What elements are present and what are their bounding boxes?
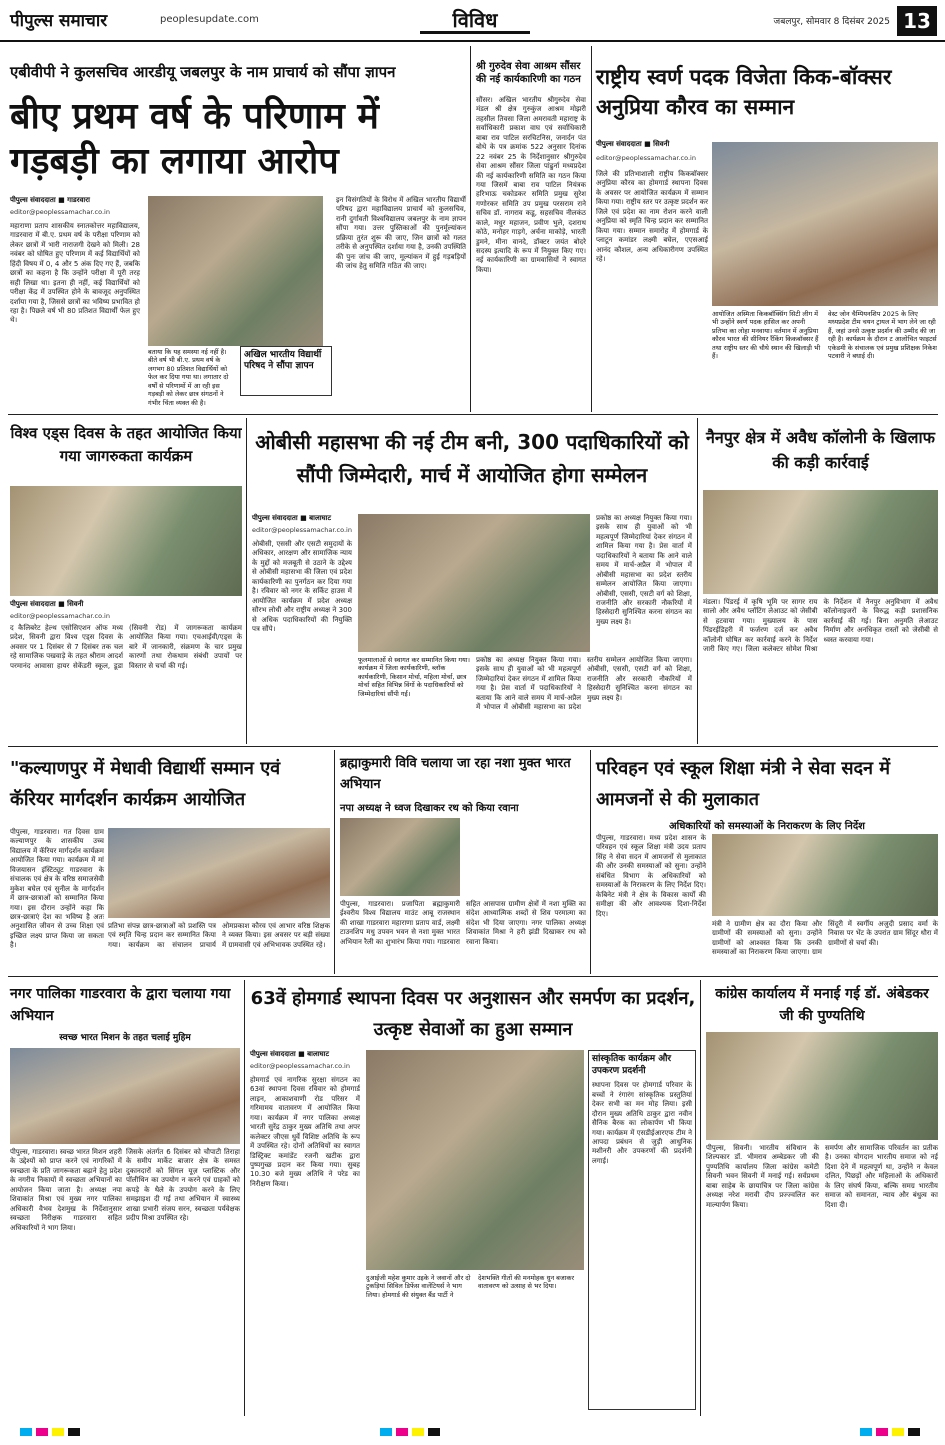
a9-photo xyxy=(712,834,938,916)
dateline: जबलपुर, सोमवार 8 दिसंबर 2025 xyxy=(773,17,890,27)
a11-body: होमगार्ड एवं नागरिक सुरक्षा संगठन का 63वां स्थापना दिवस रविवार को होमगार्ड लाइन, आकाशवाणी रोड परिसर में गरिमामय वातावरण में आयोजित किया गया। कार्यक्रम में नगर पालिका अध्यक्ष भारती सुरेंद्र ठाकुर मुख्य अतिथि तथा अपर कलेक्टर जीएस धुर्वे विशिष्ट अतिथि के रूप में उपस्थित रहे। दोनों अतिथियों का स्वागत डिस्ट्रिक्ट कमांडेंट रजनी खटीक द्वारा पुष्पगुच्छ प्रदान कर किया गया। सुबह 10.30 बजे मुख्य अतिथि ने परेड का निरीक्षण किया। xyxy=(250,1076,360,1188)
a4-byline: पीपुल्स संवाददाता ■ सिवनी xyxy=(10,600,84,608)
a5-headline: ओबीसी महासभा की नई टीम बनी, 300 पदाधिकारियों को सौंपी जिम्मेदारी, मार्च में आयोजित होगा सम्मेलन xyxy=(255,430,689,487)
a1-caption-box xyxy=(240,346,332,396)
a4-body: द कैलिबरेट हेल्थ एसोसिएशन ऑफ मध्य प्रदेश, सिवनी द्वारा विश्व एड्स दिवस के अवसर पर 1 दिसंबर से 7 दिसंबर तक चल रहे सामाजिक पखवाड़े के तहत श्रीराम आदर्श परमानंद आवासा हायर सेकेंडरी स्कूल, डूडा (सिवनी रोड) में जागरूकता कार्यक्रम आयोजित किया गया। एचआईवी/एड्स के बारे में जानकारी, संक्रमण के चार प्रमुख कारणों तथा रोकथाम संबंधी उपायों पर विस्तार से चर्चा की गई। xyxy=(10,624,242,670)
a5-body2: प्रकोष्ठ का अध्यक्ष नियुक्त किया गया। इसके साथ ही युवाओं को भी महत्वपूर्ण जिम्मेदारियां देकर संगठन में शामिल किया गया है। प्रेस वार्ता में पदाधिकारियों ने बताया कि आने वाले समय में मार्च-अप्रैल में भोपाल में ओबीसी महासभा का प्रदेश स्तरीय सम्मेलन आयोजित किया जाएगा। ओबीसी, एससी, एसटी वर्ग को शिक्षा, राजनीति और सरकारी नौकरियों में हिस्सेदारी सुनिश्चित करना संगठन का मुख्य लक्ष्य है। xyxy=(476,656,692,712)
a11-box-title: सांस्कृतिक कार्यक्रम और उपकरण प्रदर्शनी xyxy=(592,1054,672,1076)
reg-magenta-3 xyxy=(876,1428,888,1436)
a9-headline: परिवहन एवं स्कूल शिक्षा मंत्री ने सेवा सदन में आमजनों से की मुलाकात xyxy=(596,758,891,810)
a12-headline: कांग्रेस कार्यालय में मनाई गई डॉ. अंबेडकर जी की पुण्यतिथि xyxy=(715,986,929,1024)
a11-byline: पीपुल्स संवाददाता ■ बालाघाट xyxy=(250,1050,329,1058)
reg-yellow xyxy=(52,1428,64,1436)
rule-h3 xyxy=(8,976,938,977)
a11-photo xyxy=(366,1050,584,1270)
a5-photo xyxy=(358,514,590,652)
a8-body: पीपुल्स, गाडरवारा। प्रजापिता ब्रह्माकुमारी ईश्वरीय विश्व विद्यालय माउंट आबू राजस्थान की शाखा गाडरवारा महाराणा प्रताप वार्ड, लक्ष्मी टाउनशिप मधु उपवन भवन से नशा मुक्त भारत अभियान रैली का शुभारंभ किया गया। गाडरवारा सहित आसपास ग्रामीण क्षेत्रों में नशा मुक्ति का संदेश आध्यात्मिक शब्दों से शिव परमात्मा का संदेश भी दिया जाएगा। नगर पालिका अध्यक्ष शिवाकांत मिश्रा ने हरी झंडी दिखाकर रथ को रवाना किया। xyxy=(340,900,586,946)
a3-body1: जिले की प्रतिभाशाली राष्ट्रीय किकबॉक्सर अनुप्रिया कौरव का होमगार्ड स्थापना दिवस के अवसर पर आयोजित कार्यक्रम में सम्मान किया गया। राष्ट्रीय स्तर पर उत्कृष्ट प्रदर्शन कर जिले एवं प्रदेश का नाम रोशन करने वाली अनुप्रिया को स्मृति चिन्ह प्रदान कर सम्मानित किया गया। सम्मान समारोह में होमगार्ड के प्लाटून कमांडर लक्ष्मी बघेल, एएसआई आनंद कौशल, अन्य अधिकारीगण उपस्थित रहे। xyxy=(596,170,708,263)
a1-caption: बताया कि यह समस्या नई नहीं है। बीते वर्ष भी बी.ए. प्रथम वर्ष के लगभग 80 प्रतिशत विद्यार्थियों को फेल कर दिया गया था। लगातार दो वर्षों से परिणामों में आ रही इस गड़बड़ी को लेकर छात्र संगठनों ने गंभीर चिंता व्यक्त की है। xyxy=(148,348,236,402)
a6-headline: नैनपुर क्षेत्र में अवैध कॉलोनी के खिलाफ की कड़ी कार्रवाई xyxy=(706,428,935,472)
a7-body2: प्रतिभा संपन्न छात्र-छात्राओं को प्रशस्ति पत्र एवं स्मृति चिन्ह प्रदान कर सम्मानित किया गया। कार्यक्रम का संचालन प्राचार्य ओमप्रकाश कौरव एवं आभार वरिष्ठ शिक्षक ने व्यक्त किया। इस अवसर पर बड़ी संख्या में ग्रामवासी एवं अभिभावक उपस्थित रहे। xyxy=(108,922,330,949)
reg-yellow-3 xyxy=(892,1428,904,1436)
a7-headline: "कल्याणपुर में मेधावी विद्यार्थी सम्मान एवं कॅरियर मार्गदर्शन कार्यक्रम आयोजित xyxy=(10,758,281,810)
reg-cyan xyxy=(20,1428,32,1436)
a12-body1: पीपुल्स, सिवनी। भारतीय संविधान के शिल्पकार डॉ. भीमराव अम्बेडकर जी की पुण्यतिथि कार्यालय जिला कांग्रेस कमेटी सिवनी भवन सिवनी में मनाई गई। सर्वप्रथम बाबा साहेब के छायाचित्र पर जिला कांग्रेस अध्यक्ष नरेश मरावी दीप प्रज्ज्वलित कर माल्यार्पण किया। xyxy=(706,1144,819,1209)
a2-body: सौंसर। अखिल भारतीय श्रीगुरुदेव सेवा मंडल श्री क्षेत्र गुरुकुंज आश्रम मोझरी तहसील तिवसा जिला अमरावती महाराष्ट्र के सर्वाधिकारी प्रकाश वाघ एवं सर्वाधिकारी बाबा राव पाटिल सरचिटनिस, जनार्दन पंत बोथे के पत्र क्रमांक 522 अनुसार दिनांक 22 नवंबर 25 के निर्देशानुसार श्रीगुरुदेव सेवा आश्रम सौंसर जिला पांढुर्ना मध्यप्रदेश की नई कार्यकारिणी समिति का गठन किया गया जिसमें बाबा राव पाटिल नियंत्रक हरिभाऊ चकोडकर समिति प्रमुख सुरेश गणोरकर समिति उप प्रमुख परसराम राने सचिव डॉ. नागराव कडू, सहसचिव नीलकंठ काले, मधुर महाजन, प्रवीण भुले, दशराथ कोठे, मनोहर गाड़गे, अर्चना माकोड़े, भारती डुमने, मीना वानदे, डॉक्टर जयंत बोदरे सदस्य इत्यादि के रूप में नियुक्त किए गए। नई कार्यकारिणी का ग्रामवासियों ने स्वागत किया। xyxy=(476,96,586,274)
a11-headline: 63वें होमगार्ड स्थापना दिवस पर अनुशासन और समर्पण का प्रदर्शन, उत्कृष्ट सेवाओं का हुआ सम्मान xyxy=(250,988,696,1040)
reg-magenta-2 xyxy=(396,1428,408,1436)
a11-box xyxy=(588,1050,696,1410)
reg-yellow-2 xyxy=(412,1428,424,1436)
a12-body2: समर्पण और सामाजिक परिवर्तन का प्रतीक है। उनका योगदान भारतीय समाज को नई दिशा देने में महत्वपूर्ण था, उन्होंने न केवल दलित, पिछड़ों और महिलाओं के अधिकारों के लिए संघर्ष किया, बल्कि समग्र भारतीय समाज को समानता, न्याय और बंधुत्व का दिशा दी। xyxy=(825,1144,938,1209)
a4-email: editor@peoplessamachar.co.in xyxy=(10,612,110,620)
a10-sub: स्वच्छ भारत मिशन के तहत चलाई मुहिम xyxy=(59,1033,191,1043)
a5-body1: ओबीसी, एससी और एसटी समुदायों के अधिकार, आरक्षण और सामाजिक न्याय के मुद्दों को मजबूती से उठाने के उद्देश्य से ओबीसी महासभा की जिला एवं प्रदेश कार्यकारिणी का पुनर्गठन कर दिया गया है। रविवार को नगर के सर्किट हाउस में आयोजित कार्यक्रम में प्रदेश अध्यक्ष सौरभ लोधी और राष्ट्रीय अध्यक्ष ने 300 से अधिक पदाधिकारियों की नियुक्ति पत्र सौंपे। xyxy=(252,540,352,633)
a10-headline: नगर पालिका गाडरवारा के द्वारा चलाया गया अभियान xyxy=(10,986,231,1024)
rule-h1 xyxy=(8,414,938,415)
a11-email: editor@peoplessamachar.co.in xyxy=(250,1062,350,1070)
a5-byline: पीपुल्स संवाददाता ■ बालाघाट xyxy=(252,514,331,522)
page-number: 13 xyxy=(897,6,937,36)
reg-cyan-3 xyxy=(860,1428,872,1436)
a12-photo xyxy=(706,1032,938,1140)
a3-byline: पीपुल्स संवाददाता ■ सिवनी xyxy=(596,140,670,148)
rule-h2 xyxy=(8,746,938,747)
registration-strip xyxy=(0,1422,945,1445)
a4-headline: विश्व एड्स दिवस के तहत आयोजित किया गया जागरुकता कार्यक्रम xyxy=(10,424,242,465)
a3-caption1: आयोजित अस्मिता किकबॉक्सिंग सिटी लीग में भी उन्होंने स्वर्ण पदक हासिल कर अपनी प्रतिभा का लोहा मनवाया। वर्तमान में अनुप्रिया कौरव भारत की सीनियर रैंकिंग किकबॉक्सर हैं तथा राष्ट्रीय स्तर की चौथे स्थान की खिलाड़ी भी हैं। xyxy=(712,310,822,402)
a8-photo xyxy=(340,818,460,896)
a1-photo xyxy=(148,196,323,346)
a11-box-body: स्थापना दिवस पर होमगार्ड परिवार के बच्चों ने रंगारंग सांस्कृतिक प्रस्तुतियां देकर सभी का मन मोह लिया। इसी दौरान मुख्य अतिथि ठाकुर द्वारा नवीन सैनिक बैरक का लोकार्पण भी किया गया। कार्यक्रम में एसडीईआरएफ टीम ने आपदा प्रबंधन से जुड़ी आधुनिक मशीनरी और उपकरणों की प्रदर्शनी लगाई। xyxy=(592,1081,692,1165)
a3-headline: राष्ट्रीय स्वर्ण पदक विजेता किक-बॉक्सर अनुप्रिया कौरव का सम्मान xyxy=(596,65,892,120)
a6-body: मंडला। पिंडरई में कृषि भूमि पर सागर राय सालो और अवैध प्लॉटिंग लेआउट को जेसीबी से हटवाया गया। मुख्यालय के पास पिंडरईडिहरी में फर्जरण दर्ज कर अवैध कॉलोनी घोषित कर कार्रवाई करने के निर्देश जारी किए गए। जिला कलेक्टर सोमेश मिश्रा के निर्देशन में नैनपुर अनुविभाग में अवैध कॉलोनाइजरों के विरुद्ध कड़ी प्रशासनिक कार्रवाई की गई। बिना अनुमति लेआउट निर्माण और अनधिकृत रास्तों को जेसीबी से ध्वस्त करवाया गया। xyxy=(703,598,938,654)
reg-cyan-2 xyxy=(380,1428,392,1436)
a7-body1: पीपुल्स, गाडरवारा। गत दिवस ग्राम कल्याणपुर के शासकीय उच्च विद्यालय में कॅरियर मार्गदर्शन कार्यक्रम आयोजित किया गया। कार्यक्रम में मां विजयासन इंस्टिट्यूट गाडरवारा के संचालक एवं क्षेत्र के वरिष्ठ समाजसेवी मुकेश बघेल एवं सुनील के मार्गदर्शन में छात्र-छात्राओं को सम्मानित किया गया। इस दौरान उन्होंने कहा कि छात्र-छात्राएं देश का भविष्य है अतः अनुशासित जीवन से उच्च शिक्षा एवं इच्छित लक्ष्य प्राप्त किया जा सकता है। xyxy=(10,828,104,950)
a4-photo xyxy=(10,486,242,596)
a3-caption2: वेस्ट जोन चैम्पियनशिप 2025 के लिए मध्यप्रदेश टीम चयन ट्रायल में भाग लेने जा रही हैं, जहां उनसे उत्कृष्ट प्रदर्शन की उम्मीद की जा रही है। कार्यक्रम के दौरान ट आलोचित फाइटर्स एकेडमी के संचालक एवं प्रमुख प्रशिक्षक निकेश पटवारी ने बधाई दी। xyxy=(828,310,938,402)
a3-photo xyxy=(712,142,938,306)
website[interactable]: peoplesupdate.com xyxy=(160,14,259,25)
a1-email: editor@peoplessamachar.co.in xyxy=(10,208,110,216)
a3-email: editor@peoplessamachar.co.in xyxy=(596,154,696,162)
a5-body3: प्रकोष्ठ का अध्यक्ष नियुक्त किया गया। इसके साथ ही युवाओं को भी महत्वपूर्ण जिम्मेदारियां देकर संगठन में शामिल किया गया है। प्रेस वार्ता में पदाधिकारियों ने बताया कि आने वाले समय में मार्च-अप्रैल में भोपाल में ओबीसी महासभा का प्रदेश स्तरीय सम्मेलन आयोजित किया जाएगा। ओबीसी, एससी, एसटी वर्ग को शिक्षा, राजनीति और सरकारी नौकरियों में हिस्सेदारी सुनिश्चित करना संगठन का मुख्य लक्ष्य है। xyxy=(596,514,692,626)
section-title: विविध xyxy=(420,6,530,34)
a9-sub: अधिकारियों को समस्याओं के निराकरण के लिए निर्देश xyxy=(669,821,865,832)
a1-headline: बीए प्रथम वर्ष के परिणाम में गड़बड़ी का लगाया आरोप xyxy=(10,96,379,182)
a5-caption: फूलमालाओं से स्वागत कर सम्मानित किया गया। कार्यक्रम में जिला कार्यकारिणी, ब्लॉक कार्यकारिणी, किसान मोर्चा, महिला मोर्चा, छात्र मोर्चा सहित विभिन्न विंगों के पदाधिकारियों को जिम्मेदारियां सौंपी गईं। xyxy=(358,656,470,742)
a8-sub: नपा अध्यक्ष ने ध्वज दिखाकर रथ को किया रवाना xyxy=(340,803,519,814)
rule-v7 xyxy=(244,980,245,1416)
a7-photo xyxy=(108,828,330,918)
a9-body1: पीपुल्स, गाडरवारा। मध्य प्रदेश शासन के परिवहन एवं स्कूल शिक्षा मंत्री उदय प्रताप सिंह ने सेवा सदन में आमजनों से मुलाकात की और उनकी समस्याओं को सुना। उन्होंने संबंधित विभाग के अधिकारियों को समस्याओं के निराकरण के लिए निर्देश दिए। केबिनेट मंत्री ने क्षेत्र के विकास कार्यों की समीक्षा की और आवश्यक दिशा-निर्देश दिए। xyxy=(596,834,706,918)
reg-black-2 xyxy=(428,1428,440,1436)
a2-headline: श्री गुरुदेव सेवा आश्रम सौंसर की नई कार्यकारिणी का गठन xyxy=(476,61,581,85)
a1-body1: महाराणा प्रताप शासकीय स्नातकोत्तर महाविद्यालय, गाडरवारा में बी.ए. प्रथम वर्ष के परीक्षा परिणाम को लेकर छात्रों में भारी नाराजगी देखने को मिली। 28 नवंबर को घोषित हुए परिणाम में कई विद्यार्थियों को हिंदी विषय में 0, 4 और 5 अंक दिए गए हैं, जबकि छात्रों का कहना है कि उन्होंने परीक्षा में पूरी तरह सही लिखा था। इतना ही नहीं, कई विद्यार्थियों को परीक्षा केंद्र में उपस्थित होने के बावजूद अनुपस्थित दर्शाया गया है, जिससे छात्रों का भविष्य प्रभावित हो रहा है। पिछले वर्ष भी 80 प्रतिशत विद्यार्थी फेल हुए थे। xyxy=(10,222,140,325)
a1-caption-box-text: अखिल भारतीय विद्यार्थी परिषद ने सौंपा ज्ञापन xyxy=(244,350,322,372)
reg-magenta xyxy=(36,1428,48,1436)
a11-caption: दुआईजी महेश कुमार उइके ने जवानों और दो टुकड़ियां सिविल डिफेंस वालेंटियर्स ने भाग लिया। होमगार्ड की संयुक्त बैंड पार्टी ने देशभक्ति गीतों की मनमोहक धुन बजाकर वातावरण को उत्साह से भर दिया। xyxy=(366,1274,584,1410)
a5-email: editor@peoplessamachar.co.in xyxy=(252,526,352,534)
rule-v6 xyxy=(590,750,591,974)
a1-byline: पीपुल्स संवाददाता ■ गाडरवारा xyxy=(10,196,90,204)
rule-v3 xyxy=(246,418,247,744)
reg-black xyxy=(68,1428,80,1436)
a6-photo xyxy=(703,490,938,594)
rule-v8 xyxy=(700,980,701,1416)
a9-body2: मंत्री ने ग्रामीण क्षेत्र का दौरा किया और ग्रामीणों की समस्याओं को सुना। उन्होंने ग्रामीणों को आश्वस्त किया कि उनकी समस्याओं का निराकरण किया जाएगा। ग्राम सिंदूरी में स्वर्गीय अजुदी प्रसाद वर्मा के निवास पर भेंट के उपरांत ग्राम सिंदूर धौरा में ग्रामीणों से चर्चा की। xyxy=(712,920,938,957)
a10-body1: पीपुल्स, गाडरवारा। स्वच्छ भारत मिशन शहरी के उद्देश्यों को प्राप्त करने एवं नागरिकों में स्वच्छता के प्रति जागरूकता बढ़ाने हेतु प्रदेश के नगरीय निकायों में स्वच्छता अभियानों का आयोजन किया जाता है। अध्यक्ष नपा शिवाकांत मिश्रा एवं मुख्य नगर पालिका अधिकारी वैभव देशमुख के निर्देशानुसार स्वच्छता निरीक्षक गाडरवारा सहित अधिकारियों ने भाग लिया। xyxy=(10,1148,122,1232)
a10-photo xyxy=(10,1048,240,1144)
a1-body2: इन विसंगतियों के विरोध में अखिल भारतीय विद्यार्थी परिषद द्वारा महाविद्यालय प्राचार्य को कुलसचिव, रानी दुर्गावती विश्वविद्यालय जबलपुर के नाम ज्ञापन सौंपा गया। उत्तर पुस्तिकाओं की पुनर्मूल्यांकन प्रक्रिया तुरंत शुरू की जाए, जिन छात्रों को गलत तरीके से अनुपस्थित दर्शाया गया है, उनकी उपस्थिति की पुनः जांच की जाए, मूल्यांकन में हुई गड़बड़ियों की जांच हेतु समिति गठित की जाए। xyxy=(336,196,466,271)
a10-body2: जिसके अंतर्गत 6 दिसंबर को चौपाटी तिराहा के समीप मार्केट बाजार क्षेत्र के समस्त दुकानदारों को सिंगल यूज़ प्लास्टिक और पॉलीथिन का उपयोग न करने एवं ग्राहकों को कपड़े के थैले के उपयोग करने के लिए समझाइश दी गई तथा अभियान में स्वास्थ्य शाखा प्रभारी संजय सरन, स्वच्छता पर्यवेक्षक प्रदीप मिश्रा उपस्थित रहे। xyxy=(126,1148,240,1223)
masthead xyxy=(0,0,945,42)
reg-black-3 xyxy=(908,1428,920,1436)
rule-v4 xyxy=(697,418,698,744)
rule-v5 xyxy=(334,750,335,974)
a8-headline: ब्रह्माकुमारी विवि चलाया जा रहा नशा मुक्त भारत अभियान xyxy=(340,756,571,792)
rule-v2 xyxy=(591,46,592,412)
a1-kicker: एबीवीपी ने कुलसचिव आरडीयू जबलपुर के नाम प्राचार्य को सौंपा ज्ञापन xyxy=(10,63,396,81)
paper-logo: पीपुल्स समाचार xyxy=(10,11,108,31)
rule-v1 xyxy=(470,46,471,412)
